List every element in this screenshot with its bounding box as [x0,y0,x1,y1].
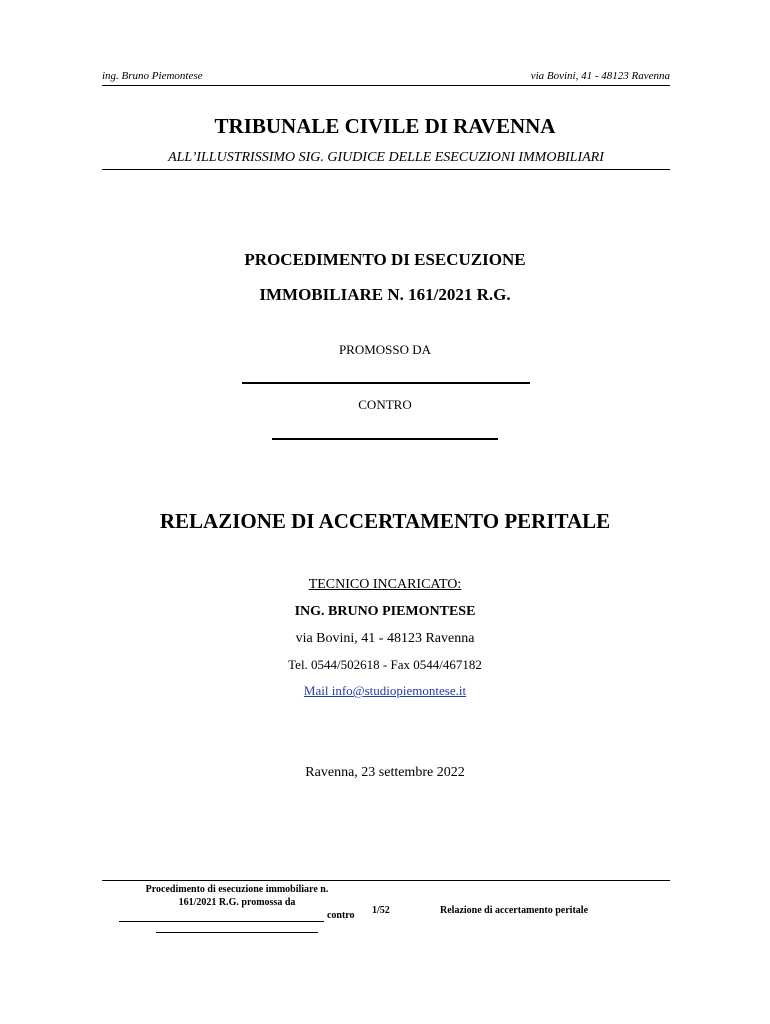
technician-address: via Bovini, 41 - 48123 Ravenna [295,631,475,646]
footer-line1: Procedimento di esecuzione immobiliare n. [145,884,329,895]
redacted-party-line [119,910,324,922]
document-date: Ravenna, 23 settembre 2022 [305,765,465,780]
footer-line4 [102,922,372,937]
technician-heading: TECNICO INCARICATO: [308,577,462,592]
header-rule [102,85,670,86]
contro-label: CONTRO [358,397,412,412]
header-address: via Bovini, 41 - 48123 Ravenna [530,70,670,82]
footer-contro: contro [326,910,355,921]
court-subtitle-block [102,150,670,170]
procedure-title-line1: PROCEDIMENTO DI ESECUZIONE [244,250,526,269]
technician-name: ING. BRUNO PIEMONTESE [294,604,476,619]
technician-mail-link[interactable]: Mail info@studiopiemontese.it [303,683,467,698]
footer-procedure [102,883,372,937]
footer-rule [102,880,670,881]
procedure-title-line2: IMMOBILIARE N. 161/2021 R.G. [259,285,511,304]
subtitle-rule [102,169,670,170]
report-title: RELAZIONE DI ACCERTAMENTO PERITALE [159,509,611,533]
redacted-party-line [272,438,498,440]
redacted-party-line [156,922,318,933]
footer-page-number: 1/52 [372,905,390,916]
footer-line2: 161/2021 R.G. promossa da [178,897,296,908]
court-subtitle: ALL’ILLUSTRISSIMO SIG. GIUDICE DELLE ESECUZIONI IMMOBILIARI [168,150,604,165]
promosso-da-label: PROMOSSO DA [338,342,432,357]
footer-line3 [102,909,372,922]
court-title: TRIBUNALE CIVILE DI RAVENNA [214,114,556,138]
page-header [102,70,670,82]
redacted-party-line [242,382,530,384]
technician-phone: Tel. 0544/502618 - Fax 0544/467182 [288,657,482,672]
header-author: ing. Bruno Piemontese [102,70,203,82]
footer-report-title: Relazione di accertamento peritale [440,905,589,916]
